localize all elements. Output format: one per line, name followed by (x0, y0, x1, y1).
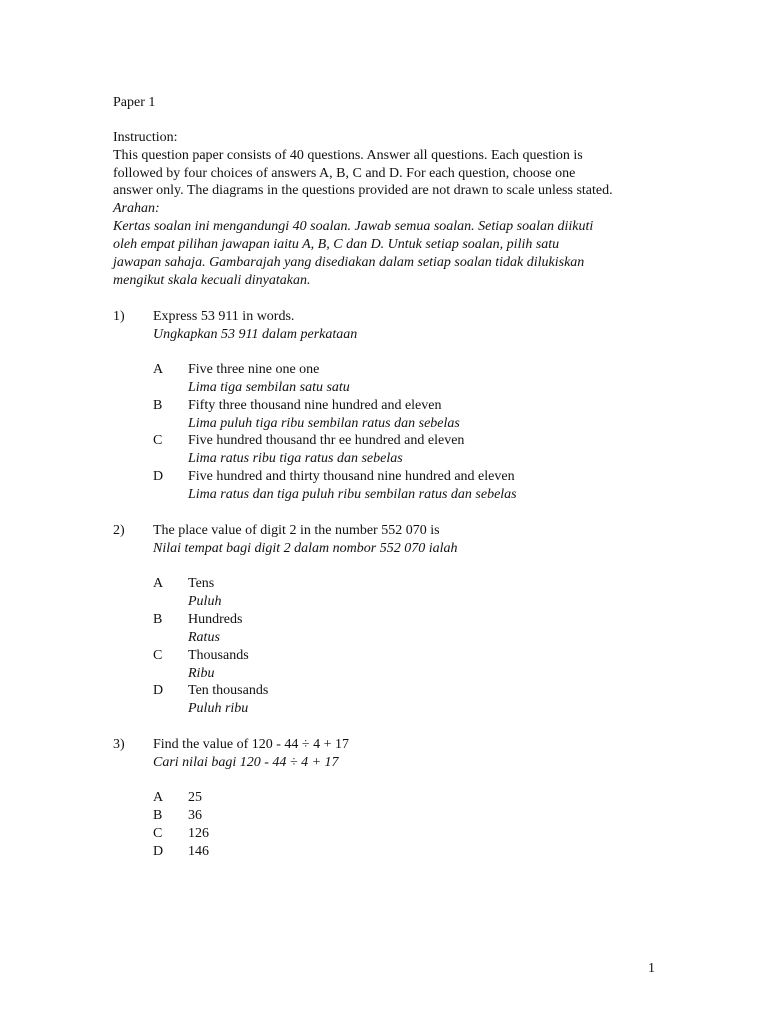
option-text-en: 25 (188, 790, 202, 805)
option-text-ms: Puluh (188, 594, 222, 609)
option-letter: C (153, 826, 163, 841)
option-letter: D (153, 469, 164, 484)
question-number: 3) (113, 737, 125, 752)
option-text-en: Five three nine one one (188, 362, 320, 377)
option-letter: C (153, 433, 163, 448)
paper-title: Paper 1 (113, 95, 156, 110)
instruction-label-en: Instruction: (113, 130, 178, 145)
option-text-ms: Puluh ribu (188, 701, 249, 716)
option-text-en: 36 (188, 808, 202, 823)
option-text-en: Five hundred and thirty thousand nine hundred and eleven (188, 469, 515, 484)
option-text-ms: Lima ratus ribu tiga ratus dan sebelas (188, 451, 403, 466)
question-number: 2) (113, 523, 125, 538)
option-letter: D (153, 844, 164, 859)
option-letter: D (153, 683, 164, 698)
option-text-en: Ten thousands (188, 683, 269, 698)
option-text-en: Hundreds (188, 612, 243, 627)
question-text-en: Find the value of 120 - 44 ÷ 4 + 17 (153, 737, 349, 752)
instruction-line-ms: jawapan sahaja. Gambarajah yang disediakan dalam setiap soalan tidak dilukiskan (113, 255, 585, 270)
option-text-en: Tens (188, 576, 215, 591)
instruction-label-ms: Arahan: (113, 201, 160, 216)
instruction-line-en: This question paper consists of 40 questions. Answer all questions. Each question is (113, 148, 583, 163)
question-number: 1) (113, 309, 125, 324)
instruction-line-en: answer only. The diagrams in the questions provided are not drawn to scale unless stated. (113, 183, 613, 198)
instruction-line-en: followed by four choices of answers A, B, C and D. For each question, choose one (113, 166, 576, 181)
instruction-line-ms: mengikut skala kecuali dinyatakan. (113, 273, 311, 288)
page-number: 1 (648, 961, 655, 976)
option-text-en: Fifty three thousand nine hundred and eleven (188, 398, 442, 413)
option-text-en: 126 (188, 826, 209, 841)
option-text-ms: Lima puluh tiga ribu sembilan ratus dan sebelas (188, 416, 460, 431)
instruction-line-ms: oleh empat pilihan jawapan iaitu A, B, C dan D. Untuk setiap soalan, pilih satu (113, 237, 560, 252)
instruction-line-ms: Kertas soalan ini mengandungi 40 soalan. Jawab semua soalan. Setiap soalan diikuti (113, 219, 594, 234)
option-letter: A (153, 790, 164, 805)
option-text-ms: Lima ratus dan tiga puluh ribu sembilan ratus dan sebelas (188, 487, 517, 502)
question-text-ms: Cari nilai bagi 120 - 44 ÷ 4 + 17 (153, 755, 339, 770)
option-text-ms: Lima tiga sembilan satu satu (188, 380, 350, 395)
option-letter: A (153, 576, 164, 591)
option-text-en: Thousands (188, 648, 249, 663)
option-text-en: 146 (188, 844, 209, 859)
option-letter: C (153, 648, 163, 663)
question-text-en: Express 53 911 in words. (153, 309, 295, 324)
option-text-ms: Ribu (188, 666, 215, 681)
question-text-en: The place value of digit 2 in the number 552 070 is (153, 523, 440, 538)
option-letter: B (153, 808, 163, 823)
question-text-ms: Ungkapkan 53 911 dalam perkataan (153, 327, 358, 342)
question-text-ms: Nilai tempat bagi digit 2 dalam nombor 552 070 ialah (153, 541, 458, 556)
option-letter: A (153, 362, 164, 377)
option-letter: B (153, 612, 163, 627)
option-letter: B (153, 398, 163, 413)
option-text-ms: Ratus (188, 630, 220, 645)
option-text-en: Five hundred thousand thr ee hundred and eleven (188, 433, 465, 448)
